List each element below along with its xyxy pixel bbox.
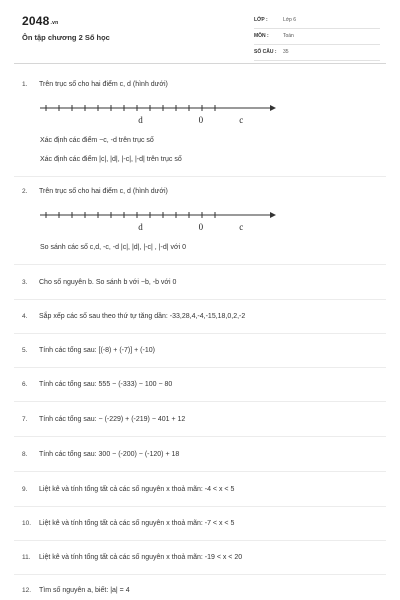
question-text: Sắp xếp các số sau theo thứ tự tăng dần: -33,28,4,-4,-15,18,0,2,-2: [39, 313, 246, 320]
question-9: [22, 486, 234, 493]
site-logo[interactable]: [22, 14, 58, 28]
point-label-0: 0: [198, 115, 204, 125]
question-separator: [14, 264, 386, 265]
question-separator: [14, 506, 386, 507]
meta-value: 35: [283, 49, 289, 55]
question-10: [22, 520, 234, 527]
axis-arrow: [270, 105, 276, 111]
question-number: 10.: [22, 520, 32, 527]
point-label-0: 0: [198, 222, 204, 232]
question-text: Tính các tổng sau: − (-229) + (-219) − 401 + 12: [39, 416, 186, 423]
meta-row-subject: [254, 29, 380, 45]
meta-key: LỚP :: [254, 17, 268, 23]
question-11: [22, 554, 242, 561]
question-number: 2.: [22, 188, 28, 195]
question-text: Trên trục số cho hai điểm c, d (hình dưới): [39, 81, 168, 88]
question-number: 4.: [22, 313, 28, 320]
question-separator: [14, 471, 386, 472]
number-line-1: [38, 100, 282, 126]
question-1-part-a: Xác định các điểm −c, -d trên trục số: [40, 137, 154, 144]
question-2-part-a: So sánh các số c,d, -c, -d |c|, |d|, |-c| , |-d| với 0: [40, 244, 186, 251]
question-separator: [14, 367, 386, 368]
question-number: 6.: [22, 381, 28, 388]
question-7: [22, 416, 185, 423]
point-label-c: c: [239, 115, 244, 125]
question-separator: [14, 333, 386, 334]
question-separator: [14, 176, 386, 177]
question-4: [22, 313, 245, 320]
meta-value: Lớp 6: [283, 17, 297, 23]
question-text: Trên trục số cho hai điểm c, d (hình dưới): [39, 188, 168, 195]
question-separator: [14, 436, 386, 437]
header-divider: [14, 63, 386, 64]
meta-row-class: [254, 13, 380, 29]
axis-arrow: [270, 212, 276, 218]
question-number: 7.: [22, 416, 28, 423]
point-label-d: d: [138, 115, 143, 125]
question-text: Liệt kê và tính tổng tất cả các số nguyên x thoả mãn: -4 < x < 5: [39, 486, 235, 493]
meta-value: Toán: [283, 33, 294, 39]
question-text: Tính các tổng sau: 300 − (-200) − (-120) + 18: [39, 451, 180, 458]
meta-info: [254, 13, 380, 61]
question-text: Tính các tổng sau: [(-8) + (-7)] + (-10): [39, 347, 155, 354]
question-6: [22, 381, 172, 388]
logo-text: 2048: [22, 14, 50, 28]
logo-suffix: .vn: [50, 20, 59, 26]
question-text: Cho số nguyên b. So sánh b với −b, -b với 0: [39, 279, 177, 286]
question-separator: [14, 540, 386, 541]
question-1: [22, 81, 168, 88]
question-text: Tìm số nguyên a, biết: |a| = 4: [39, 587, 130, 594]
question-number: 1.: [22, 81, 28, 88]
question-separator: [14, 299, 386, 300]
question-number: 12.: [22, 587, 32, 594]
question-separator: [14, 401, 386, 402]
point-label-c: c: [239, 222, 244, 232]
question-number: 3.: [22, 279, 28, 286]
document-header: [0, 0, 400, 62]
question-1-part-b: Xác định các điểm |c|, |d|, |-c|, |-d| trên trục số: [40, 156, 182, 163]
question-number: 9.: [22, 486, 28, 493]
question-5: [22, 347, 155, 354]
question-3: [22, 279, 176, 286]
point-label-d: d: [138, 222, 143, 232]
number-line-2: [38, 207, 282, 233]
question-text: Liệt kê và tính tổng tất cả các số nguyên x thoả mãn: -19 < x < 20: [39, 554, 243, 561]
question-2: [22, 188, 168, 195]
question-number: 8.: [22, 451, 28, 458]
question-8: [22, 451, 179, 458]
question-separator: [14, 574, 386, 575]
meta-key: MÔN :: [254, 33, 269, 39]
question-text: Liệt kê và tính tổng tất cả các số nguyên x thoả mãn: -7 < x < 5: [39, 520, 235, 527]
question-12: [22, 587, 130, 594]
question-number: 11.: [22, 554, 31, 561]
meta-row-count: [254, 45, 380, 61]
question-text: Tính các tổng sau: 555 − (-333) − 100 − 80: [39, 381, 173, 388]
document-title: Ôn tập chương 2 Số học: [22, 33, 110, 42]
meta-key: SỐ CÂU :: [254, 49, 277, 55]
question-number: 5.: [22, 347, 28, 354]
